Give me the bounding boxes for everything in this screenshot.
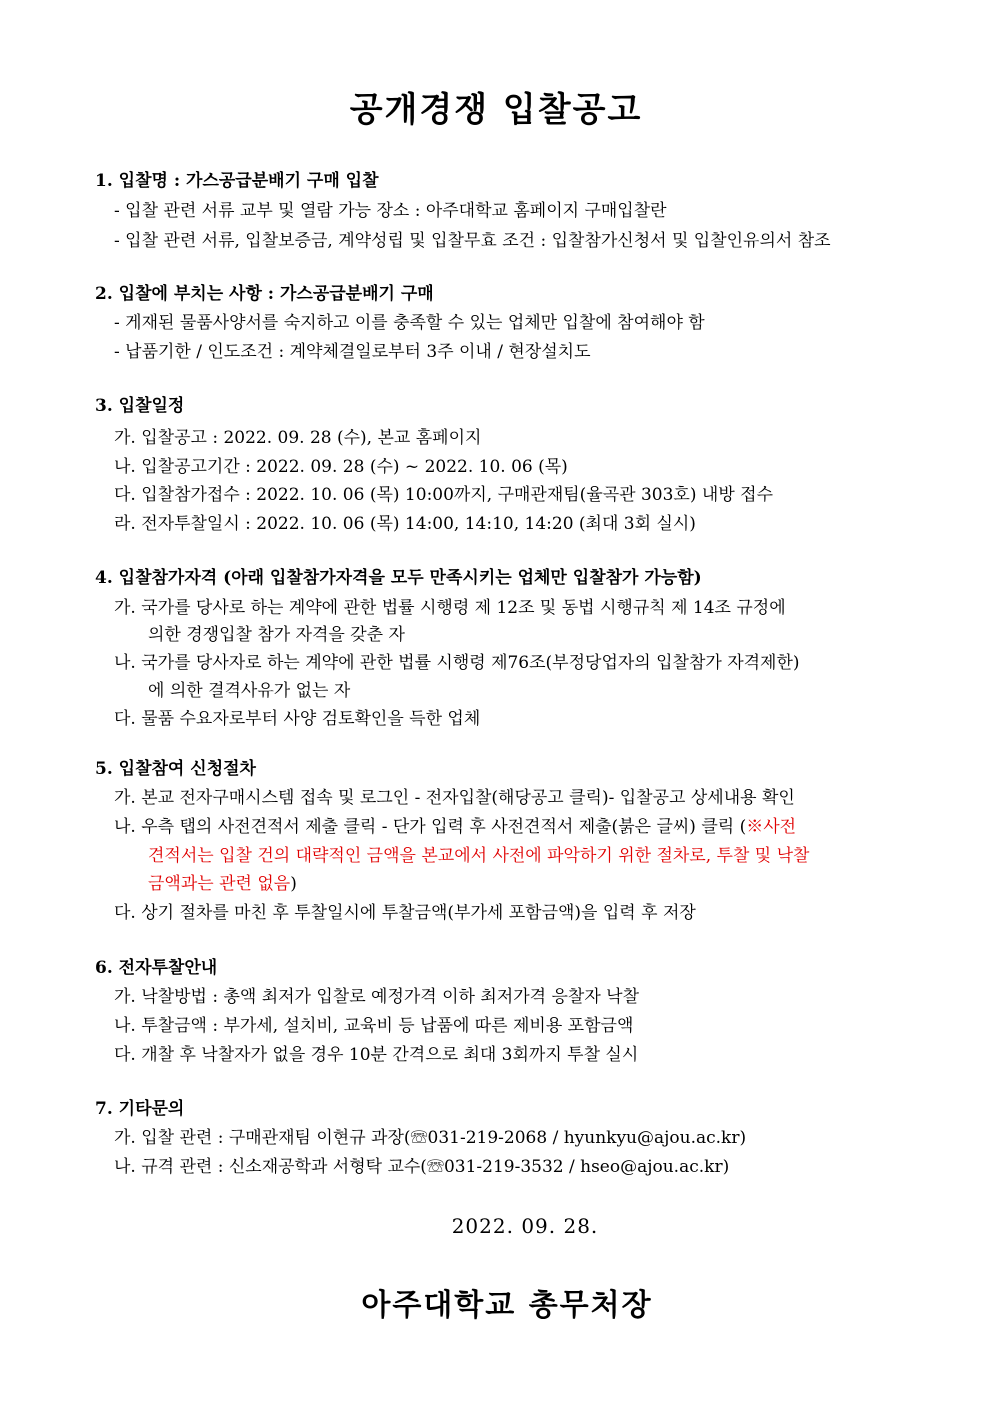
issuing-organization: 아주대학교 총무처장 [361, 1288, 653, 1323]
section-3-line-3: 다. 입찰참가접수 : 2022. 10. 06 (목) 10:00까지, 구매관재팀(율곡관 303호) 내방 접수 [114, 485, 773, 505]
section-6-heading: 6. 전자투찰안내 [95, 958, 218, 978]
section-2-line-2: - 납품기한 / 인도조건 : 계약체결일로부터 3주 이내 / 현장설치도 [114, 342, 591, 362]
section-5-note-start: ※사전 [746, 817, 797, 837]
section-3-line-4: 라. 전자투찰일시 : 2022. 10. 06 (목) 14:00, 14:10, 14:20 (최대 3회 실시) [114, 514, 696, 534]
section-5-heading: 5. 입찰참여 신청절차 [95, 759, 256, 779]
section-7-line-2: 나. 규격 관련 : 신소재공학과 서형탁 교수(☏031-219-3532 / hseo@ajou.ac.kr) [114, 1157, 730, 1177]
section-3-line-2: 나. 입찰공고기간 : 2022. 09. 28 (수) ~ 2022. 10. 06 (목) [114, 457, 568, 477]
document-title: 공개경쟁 입찰공고 [349, 90, 643, 130]
section-7-heading: 7. 기타문의 [95, 1099, 185, 1119]
section-3-heading: 3. 입찰일정 [95, 396, 185, 416]
section-1-heading: 1. 입찰명 : 가스공급분배기 구매 입찰 [95, 171, 379, 191]
section-4-line-4: 에 의한 결격사유가 없는 자 [148, 681, 351, 701]
section-5-note-line-3 [148, 873, 297, 895]
section-4-line-1: 가. 국가를 당사로 하는 계약에 관한 법률 시행령 제 12조 및 동법 시행규칙 제 14조 규정에 [114, 598, 786, 618]
section-5-note-end: 금액과는 관련 없음 [148, 874, 291, 894]
section-4-line-2: 의한 경쟁입찰 참가 자격을 갖춘 자 [148, 625, 405, 645]
section-1-line-2: - 입찰 관련 서류, 입찰보증금, 계약성립 및 입찰무효 조건 : 입찰참가신청서 및 입찰인유의서 참조 [114, 231, 831, 251]
section-7-line-1: 가. 입찰 관련 : 구매관재팀 이현규 과장(☏031-219-2068 / hyunkyu@ajou.ac.kr) [114, 1128, 747, 1148]
section-1-line-1: - 입찰 관련 서류 교부 및 열람 가능 장소 : 아주대학교 홈페이지 구매입찰란 [114, 201, 667, 221]
section-2-heading: 2. 입찰에 부치는 사항 : 가스공급분배기 구매 [95, 284, 434, 304]
section-6-line-2: 나. 투찰금액 : 부가세, 설치비, 교육비 등 납품에 따른 제비용 포함금액 [114, 1016, 634, 1036]
section-4-line-3: 나. 국가를 당사자로 하는 계약에 관한 법률 시행령 제76조(부정당업자의 입찰참가 자격제한) [114, 653, 800, 673]
section-6-line-1: 가. 낙찰방법 : 총액 최저가 입찰로 예정가격 이하 최저가격 응찰자 낙찰 [114, 987, 639, 1007]
document-date: 2022. 09. 28. [451, 1214, 599, 1238]
section-5-line-2-text: 나. 우측 탭의 사전견적서 제출 클릭 - 단가 입력 후 사전견적서 제출(붉은 글씨) 클릭 ( [114, 817, 747, 837]
section-3-line-1: 가. 입찰공고 : 2022. 09. 28 (수), 본교 홈페이지 [114, 428, 482, 448]
section-2-line-1: - 게재된 물품사양서를 숙지하고 이를 충족할 수 있는 업체만 입찰에 참여해야 함 [114, 313, 705, 333]
section-6-line-3: 다. 개찰 후 낙찰자가 없을 경우 10분 간격으로 최대 3회까지 투찰 실시 [114, 1045, 639, 1065]
section-4-line-5: 다. 물품 수요자로부터 사양 검토확인을 득한 업체 [114, 709, 481, 729]
section-4-heading: 4. 입찰참가자격 (아래 입찰참가자격을 모두 만족시키는 업체만 입찰참가 가능함) [95, 568, 702, 588]
section-5-close-paren: ) [290, 874, 297, 894]
section-5-note-line-2: 견적서는 입찰 건의 대략적인 금액을 본교에서 사전에 파악하기 위한 절차로, 투찰 및 낙찰 [148, 846, 810, 866]
section-5-line-3: 다. 상기 절차를 마친 후 투찰일시에 투찰금액(부가세 포함금액)을 입력 후 저장 [114, 903, 696, 923]
section-5-line-1: 가. 본교 전자구매시스템 접속 및 로그인 - 전자입찰(해당공고 클릭)- 입찰공고 상세내용 확인 [114, 788, 795, 808]
section-5-line-2 [114, 816, 796, 838]
